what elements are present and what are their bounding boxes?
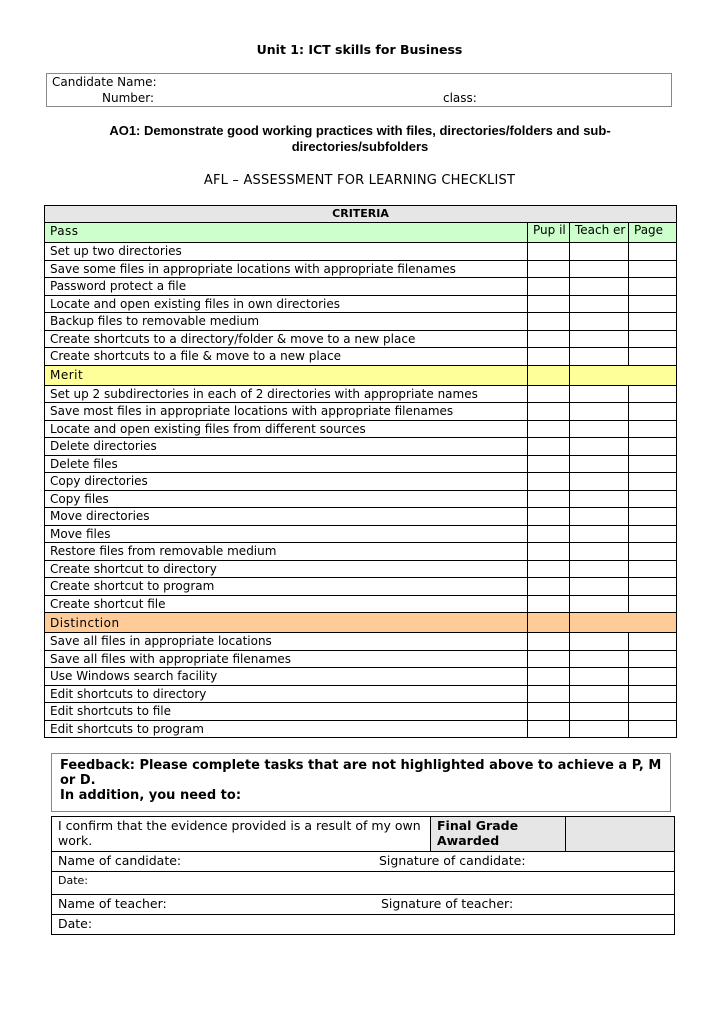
confirmation-statement: I confirm that the evidence provided is a result of my own work. [52,817,431,852]
page-ref-cell[interactable] [629,720,677,738]
candidate-date-label: Date: [52,872,675,895]
teacher-column-header: Teach er [570,223,629,243]
teacher-check-cell[interactable] [570,578,629,596]
criteria-row [45,685,677,703]
criteria-row [45,595,677,613]
teacher-check-cell[interactable] [570,473,629,491]
criteria-text: Edit shortcuts to directory [45,685,528,703]
criteria-text: Create shortcuts to a directory/folder & move to a new place [45,330,528,348]
teacher-check-cell[interactable] [570,543,629,561]
page-ref-cell[interactable] [629,313,677,331]
criteria-row [45,720,677,738]
criteria-text: Save most files in appropriate locations with appropriate filenames [45,403,528,421]
criteria-text: Use Windows search facility [45,668,528,686]
criteria-row [45,420,677,438]
pupil-check-cell[interactable] [528,650,570,668]
teacher-check-cell[interactable] [570,313,629,331]
criteria-text: Move files [45,525,528,543]
signoff-table [51,816,675,935]
final-grade-label: Final Grade Awarded [431,817,566,852]
page-ref-cell[interactable] [629,525,677,543]
criteria-header: CRITERIA [45,206,677,223]
pupil-check-cell[interactable] [528,720,570,738]
criteria-row [45,668,677,686]
teacher-check-cell[interactable] [570,490,629,508]
teacher-check-cell[interactable] [570,560,629,578]
merit-section-teacher-cell [570,365,677,385]
pupil-check-cell[interactable] [528,278,570,296]
pupil-check-cell[interactable] [528,543,570,561]
teacher-check-cell[interactable] [570,420,629,438]
criteria-row [45,473,677,491]
page-ref-cell[interactable] [629,578,677,596]
page-ref-cell[interactable] [629,685,677,703]
criteria-text: Edit shortcuts to file [45,703,528,721]
criteria-row [45,455,677,473]
candidate-details-box [46,73,672,107]
pupil-check-cell[interactable] [528,508,570,526]
teacher-check-cell[interactable] [570,650,629,668]
criteria-text: Backup files to removable medium [45,313,528,331]
teacher-check-cell[interactable] [570,525,629,543]
distinction-section-row [45,613,677,633]
teacher-signoff-row [52,895,675,915]
merit-section-row [45,365,677,385]
criteria-row [45,525,677,543]
teacher-check-cell[interactable] [570,633,629,651]
pupil-column-header: Pup il [528,223,570,243]
criteria-row [45,348,677,366]
pupil-check-cell[interactable] [528,330,570,348]
criteria-text: Password protect a file [45,278,528,296]
teacher-check-cell[interactable] [570,278,629,296]
criteria-text: Locate and open existing files in own directories [45,295,528,313]
criteria-text: Save all files in appropriate locations [45,633,528,651]
pupil-check-cell[interactable] [528,348,570,366]
teacher-check-cell[interactable] [570,720,629,738]
teacher-check-cell[interactable] [570,508,629,526]
page-ref-cell[interactable] [629,385,677,403]
criteria-row [45,633,677,651]
criteria-text: Save some files in appropriate locations with appropriate filenames [45,260,528,278]
page-ref-cell[interactable] [629,403,677,421]
feedback-instruction: Feedback: Please complete tasks that are not highlighted above to achieve a P, M or D. [60,758,662,788]
criteria-row [45,385,677,403]
pass-section-row [45,223,677,243]
assessment-objective: AO1: Demonstrate good working practices with files, directories/folders and sub-directories/subfolders [109,123,611,154]
criteria-row [45,278,677,296]
candidate-name-label: Candidate Name: [52,75,157,89]
page-ref-cell[interactable] [629,473,677,491]
candidate-signoff-row [52,852,675,872]
distinction-section-pupil-cell [528,613,570,633]
criteria-text: Create shortcut file [45,595,528,613]
feedback-box [51,753,671,812]
page-column-header: Page [629,223,677,243]
teacher-date-label: Date: [52,915,675,935]
criteria-text: Edit shortcuts to program [45,720,528,738]
pupil-check-cell[interactable] [528,403,570,421]
criteria-text: Create shortcut to program [45,578,528,596]
teacher-check-cell[interactable] [570,685,629,703]
criteria-header-row [45,206,677,223]
pupil-check-cell[interactable] [528,633,570,651]
page-ref-cell[interactable] [629,543,677,561]
pupil-check-cell[interactable] [528,438,570,456]
distinction-section-label: Distinction [45,613,528,633]
criteria-row [45,490,677,508]
teacher-check-cell[interactable] [570,595,629,613]
teacher-check-cell[interactable] [570,438,629,456]
pupil-check-cell[interactable] [528,385,570,403]
teacher-check-cell[interactable] [570,348,629,366]
pupil-check-cell[interactable] [528,313,570,331]
criteria-text: Set up two directories [45,243,528,261]
page-ref-cell[interactable] [629,703,677,721]
criteria-text: Delete files [45,455,528,473]
criteria-row [45,578,677,596]
teacher-check-cell[interactable] [570,243,629,261]
page-ref-cell[interactable] [629,420,677,438]
criteria-text: Copy files [45,490,528,508]
criteria-text: Create shortcut to directory [45,560,528,578]
criteria-row [45,543,677,561]
page-ref-cell[interactable] [629,560,677,578]
candidate-number-label: Number: [102,91,155,105]
teacher-check-cell[interactable] [570,455,629,473]
page-ref-cell[interactable] [629,243,677,261]
pupil-check-cell[interactable] [528,668,570,686]
page-ref-cell[interactable] [629,438,677,456]
criteria-text: Create shortcuts to a file & move to a new place [45,348,528,366]
criteria-text: Locate and open existing files from different sources [45,420,528,438]
teacher-name-label: Name of teacher: [58,896,167,911]
pupil-check-cell[interactable] [528,455,570,473]
criteria-row [45,330,677,348]
candidate-class-label: class: [443,91,477,105]
pupil-check-cell[interactable] [528,525,570,543]
page-ref-cell[interactable] [629,668,677,686]
distinction-section-teacher-cell [570,613,677,633]
pupil-check-cell[interactable] [528,578,570,596]
criteria-row [45,313,677,331]
criteria-row [45,403,677,421]
pupil-check-cell[interactable] [528,703,570,721]
pupil-check-cell[interactable] [528,260,570,278]
criteria-row [45,650,677,668]
pupil-check-cell[interactable] [528,560,570,578]
pupil-check-cell[interactable] [528,243,570,261]
pupil-check-cell[interactable] [528,595,570,613]
page-ref-cell[interactable] [629,295,677,313]
pupil-check-cell[interactable] [528,295,570,313]
criteria-text: Save all files with appropriate filenames [45,650,528,668]
criteria-text: Move directories [45,508,528,526]
criteria-row [45,243,677,261]
criteria-row [45,703,677,721]
pupil-check-cell[interactable] [528,685,570,703]
criteria-table [44,205,677,738]
teacher-check-cell[interactable] [570,703,629,721]
criteria-row [45,260,677,278]
page-ref-cell[interactable] [629,278,677,296]
pupil-check-cell[interactable] [528,420,570,438]
page-ref-cell[interactable] [629,330,677,348]
criteria-row [45,560,677,578]
teacher-check-cell[interactable] [570,385,629,403]
pupil-check-cell[interactable] [528,490,570,508]
teacher-check-cell[interactable] [570,403,629,421]
candidate-name-label: Name of candidate: [58,853,182,868]
criteria-row [45,295,677,313]
criteria-text: Copy directories [45,473,528,491]
merit-section-pupil-cell [528,365,570,385]
document-title: Unit 1: ICT skills for Business [256,42,463,57]
page-ref-cell[interactable] [629,348,677,366]
page-ref-cell[interactable] [629,633,677,651]
criteria-text: Delete directories [45,438,528,456]
teacher-check-cell[interactable] [570,260,629,278]
page-ref-cell[interactable] [629,508,677,526]
page-ref-cell[interactable] [629,490,677,508]
page-ref-cell[interactable] [629,650,677,668]
merit-section-label: Merit [45,365,528,385]
teacher-check-cell[interactable] [570,295,629,313]
page-ref-cell[interactable] [629,260,677,278]
criteria-row [45,508,677,526]
page-ref-cell[interactable] [629,455,677,473]
candidate-signature-label: Signature of candidate: [379,853,526,868]
final-grade-field[interactable] [566,817,675,852]
teacher-check-cell[interactable] [570,668,629,686]
pupil-check-cell[interactable] [528,473,570,491]
criteria-row [45,438,677,456]
teacher-check-cell[interactable] [570,330,629,348]
page-ref-cell[interactable] [629,595,677,613]
teacher-signature-label: Signature of teacher: [381,896,514,911]
feedback-additional: In addition, you need to: [60,788,242,803]
checklist-title: AFL – ASSESSMENT FOR LEARNING CHECKLIST [203,173,516,188]
pass-section-label: Pass [45,223,528,243]
criteria-text: Set up 2 subdirectories in each of 2 directories with appropriate names [45,385,528,403]
criteria-text: Restore files from removable medium [45,543,528,561]
